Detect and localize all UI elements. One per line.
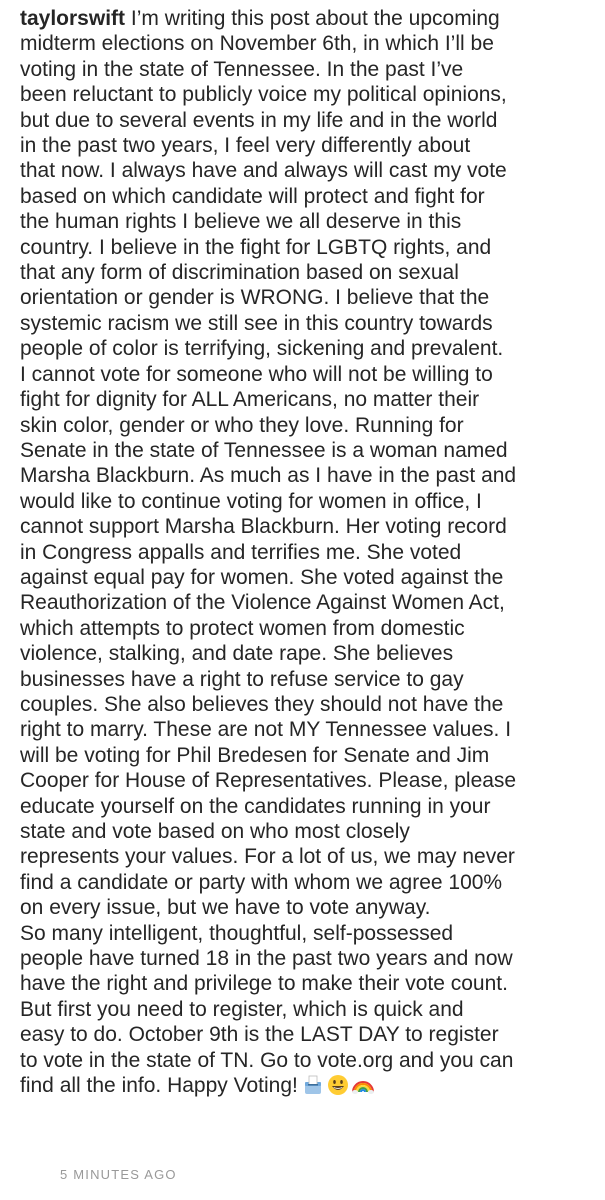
caption-text: midterm elections on November 6th, in which I’ll be [20,32,494,56]
caption-text: businesses have a right to refuse service to gay [20,667,464,691]
caption-text: the human rights I believe we all deserve in this [20,210,462,234]
caption-text: But first you need to register, which is quick and [20,997,464,1021]
caption-line-last [20,1073,590,1098]
post-caption [20,6,590,1098]
caption-text: easy to do. October 9th is the LAST DAY to register [20,1023,499,1047]
caption-text: find a candidate or party with whom we agree 100% [20,870,503,894]
caption-text: state and vote based on who most closely [20,820,410,843]
username-link[interactable]: taylorswift [20,7,126,30]
caption-text: represents your values. For a lot of us, we may never [20,845,515,869]
caption-text: have the right and privilege to make their vote count. [20,972,508,996]
rainbow-icon [352,1074,374,1096]
caption-text: in the past two years, I feel very differently about [20,134,471,158]
caption-text: country. I believe in the fight for LGBTQ rights, and [20,235,492,259]
caption-text: would like to continue voting for women in office, I [20,489,482,513]
caption-text: against equal pay for women. She voted against the [20,565,504,589]
caption-text: people have turned 18 in the past two years and now [20,947,513,971]
caption-text: Senate in the state of Tennessee is a woman named [20,438,508,462]
caption-text: right to marry. These are not MY Tennessee values. I [20,718,512,742]
emoji-row [302,1074,374,1096]
caption-text: Reauthorization of the Violence Against Women Act, [20,591,505,615]
caption-text: cannot support Marsha Blackburn. Her voting record [20,515,507,539]
caption-text: educate yourself on the candidates running in your [20,794,491,818]
caption-text: skin color, gender or who they love. Running for [20,413,464,437]
caption-text: couples. She also believes they should not have the [20,692,504,716]
caption-text: based on which candidate will protect and fight for [20,184,485,208]
caption-text: people of color is terrifying, sickening and prevalent. [20,337,504,361]
post-timestamp: 5 MINUTES AGO [60,1167,177,1182]
caption-line [20,6,590,31]
caption-text: orientation or gender is WRONG. I believe that the [20,286,490,310]
caption-text: find all the info. Happy Voting! [20,1074,298,1098]
caption-text: fight for dignity for ALL Americans, no matter their [20,388,480,412]
caption-text: to vote in the state of TN. Go to vote.org and you can [20,1048,514,1072]
caption-text: violence, stalking, and date rape. She believes [20,642,454,666]
caption-text: systemic racism we still see in this country towards [20,311,493,335]
caption-text: I cannot vote for someone who will not be willing to [20,362,493,386]
caption-text: in Congress appalls and terrifies me. She voted [20,540,462,564]
caption-text: been reluctant to publicly voice my political opinions, [20,83,507,107]
smiley-icon [327,1074,349,1096]
caption-text: which attempts to protect women from domestic [20,616,465,640]
caption-text: but due to several events in my life and in the world [20,108,498,132]
caption-text: Cooper for House of Representatives. Please, please [20,769,517,793]
caption-text: voting in the state of Tennessee. In the past I’ve [20,57,464,81]
caption-text: that any form of discrimination based on sexual [20,261,459,285]
ballot-box-icon [302,1074,324,1096]
caption-text: Marsha Blackburn. As much as I have in the past and [20,464,517,488]
caption-text: that now. I always have and always will cast my vote [20,159,507,183]
caption-text: So many intelligent, thoughtful, self-possessed [20,921,454,945]
caption-text: will be voting for Phil Bredesen for Senate and Jim [20,743,490,767]
caption-text: on every issue, but we have to vote anyway. [20,896,431,920]
caption-text: I’m writing this post about the upcoming [130,7,500,30]
